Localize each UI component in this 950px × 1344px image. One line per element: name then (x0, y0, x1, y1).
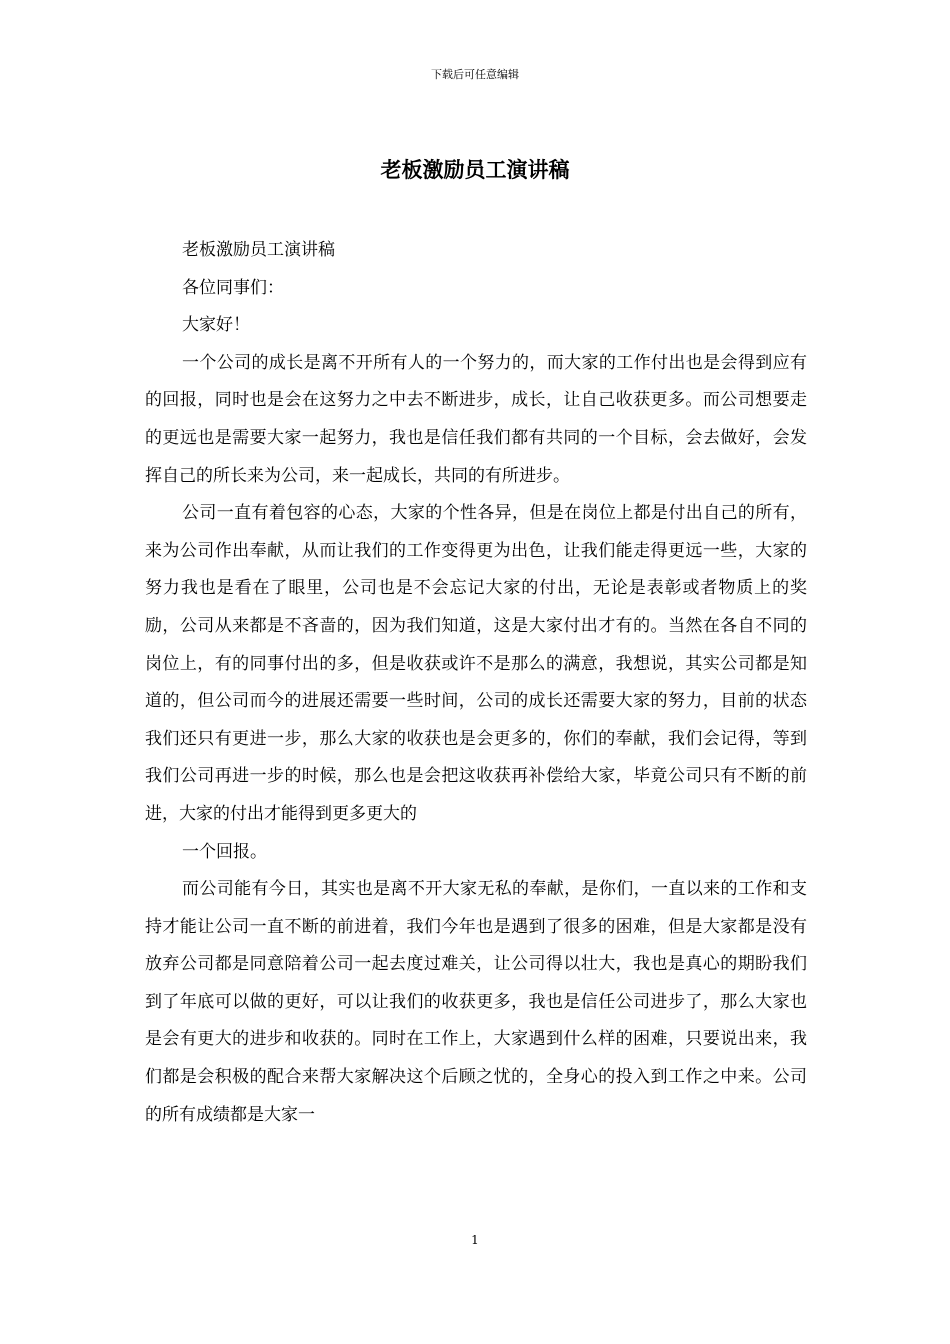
page-header-note: 下载后可任意编辑 (431, 68, 519, 81)
paragraph-salutation: 各位同事们： (182, 277, 284, 298)
paragraph-subtitle: 老板激励员工演讲稿 (182, 240, 335, 260)
document-body (145, 232, 807, 1134)
document-title: 老板激励员工演讲稿 (380, 157, 570, 182)
paragraph-greeting: 大家好！ (182, 315, 250, 336)
paragraph: 一个公司的成长是离不开所有人的一个努力的，而大家的工作付出也是会得到应有的回报，同时也是会在这努力之中去不断进步，成长，让自己收获更多。而公司想要走的更远也是需要大家一起努力，我也是信任我们都有共同的一个目标，会去做好，会发挥自己的所长来为公司，来一起成长，共同的有所进步。 (145, 352, 807, 486)
paragraph: 一个回报。 (182, 841, 267, 862)
paragraph: 而公司能有今日，其实也是离不开大家无私的奉献，是你们，一直以来的工作和支持才能让公司一直不断的前进着，我们今年也是遇到了很多的困难，但是大家都是没有放弃公司都是同意陪着公司一起去度过难关，让公司得以壮大，我也是真心的期盼我们到了年底可以做的更好，可以让我们的收获更多，我也是信任公司进步了，那么大家也是会有更大的进步和收获的。同时在工作上，大家遇到什么样的困难，只要说出来，我们都是会积极的配合来帮大家解决这个后顾之忧的，全身心的投入到工作之中来。公司的所有成绩都是大家一 (145, 879, 807, 1125)
paragraph: 公司一直有着包容的心态，大家的个性各异，但是在岗位上都是付出自己的所有，来为公司作出奉献，从而让我们的工作变得更为出色，让我们能走得更远一些，大家的努力我也是看在了眼里，公司也是不会忘记大家的付出，无论是表彰或者物质上的奖励，公司从来都是不吝啬的，因为我们知道，这是大家付出才有的。当然在各自不同的岗位上，有的同事付出的多，但是收获或许不是那么的满意，我想说，其实公司都是知道的，但公司而今的进展还需要一些时间，公司的成长还需要大家的努力，目前的状态我们还只有更进一步，那么大家的收获也是会更多的，你们的奉献，我们会记得，等到我们公司再进一步的时候，那么也是会把这收获再补偿给大家，毕竟公司只有不断的前进，大家的付出才能得到更多更大的 (145, 503, 807, 824)
page-number: 1 (471, 1233, 479, 1247)
